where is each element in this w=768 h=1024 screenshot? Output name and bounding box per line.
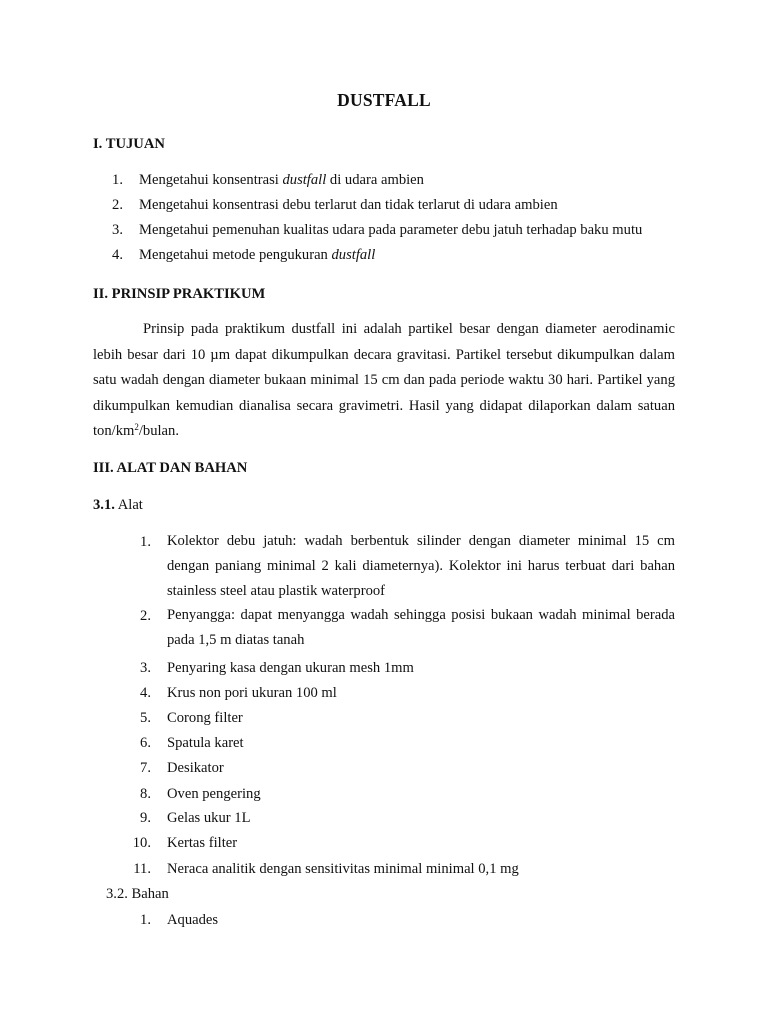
- list-item: Neraca analitik dengan sensitivitas minimal minimal 0,1 mg: [167, 861, 519, 877]
- list-item: Oven pengering: [167, 786, 261, 802]
- list-item: Gelas ukur 1L: [167, 810, 251, 826]
- list-number: 7.: [140, 760, 151, 776]
- list-item: Mengetahui metode pengukuran dustfall: [139, 247, 376, 263]
- list-number: 1.: [140, 912, 151, 928]
- list-item: Desikator: [167, 760, 224, 776]
- list-item: Mengetahui konsentrasi debu terlarut dan tidak terlarut di udara ambien: [139, 197, 558, 213]
- list-number: 4.: [112, 247, 123, 263]
- list-number: 5.: [140, 710, 151, 726]
- list-number: 1.: [140, 534, 151, 550]
- list-item: Penyaring kasa dengan ukuran mesh 1mm: [167, 660, 414, 676]
- list-number: 2.: [140, 608, 151, 624]
- list-item: Penyangga: dapat menyangga wadah sehingga posisi bukaan wadah minimal berada pada 1,5 m diatas tanah: [167, 607, 675, 648]
- subsection-heading-alat: 3.1. Alat: [93, 497, 143, 513]
- list-item: Spatula karet: [167, 735, 244, 751]
- list-item: Aquades: [167, 912, 219, 928]
- list-item: Mengetahui konsentrasi dustfall di udara ambien: [139, 172, 424, 188]
- section-heading-prinsip: II. PRINSIP PRAKTIKUM: [93, 286, 266, 302]
- document-title: DUSTFALL: [337, 90, 431, 110]
- list-item: Corong filter: [167, 710, 243, 726]
- list-number: 8.: [140, 786, 151, 802]
- list-number: 10.: [132, 835, 151, 851]
- list-number: 9.: [140, 810, 151, 826]
- prinsip-paragraph: Prinsip pada praktikum dustfall ini adalah partikel besar dengan diameter aerodinamic lebih besar dari 10 µm dapat dikumpulkan decara gravitasi. Partikel tersebut dikumpulkan dalam satu wadah dengan diameter bukaan minimal 15 cm dan pada periode waktu 30 hari. Partikel yang dikumpulkan kemudian dianalisa secara gravimetri. Hasil yang didapat dilaporkan dalam satuan ton/$km^2$/bulan.: [93, 321, 675, 439]
- list-number: 11.: [133, 861, 151, 877]
- list-item: Kolektor debu jatuh: wadah berbentuk silinder dengan diameter minimal 15 cm dengan paniang minimal 2 kali diameternya). Kolektor ini harus terbuat dari bahan stainless steel atau plastik waterproof: [167, 533, 675, 599]
- list-number: 3.: [112, 222, 123, 238]
- list-item: Krus non pori ukuran 100 ml: [167, 685, 337, 701]
- list-item: Mengetahui pemenuhan kualitas udara pada parameter debu jatuh terhadap baku mutu: [139, 222, 643, 238]
- list-number: 3.: [140, 660, 151, 676]
- section-heading-alat-bahan: III. ALAT DAN BAHAN: [93, 460, 248, 476]
- list-number: 1.: [112, 172, 123, 188]
- subsection-heading-bahan: 3.2. Bahan: [106, 886, 169, 902]
- list-number: 2.: [112, 197, 123, 213]
- list-item: Kertas filter: [167, 835, 238, 851]
- section-heading-tujuan: I. TUJUAN: [93, 136, 165, 152]
- list-number: 4.: [140, 685, 151, 701]
- list-number: 6.: [140, 735, 151, 751]
